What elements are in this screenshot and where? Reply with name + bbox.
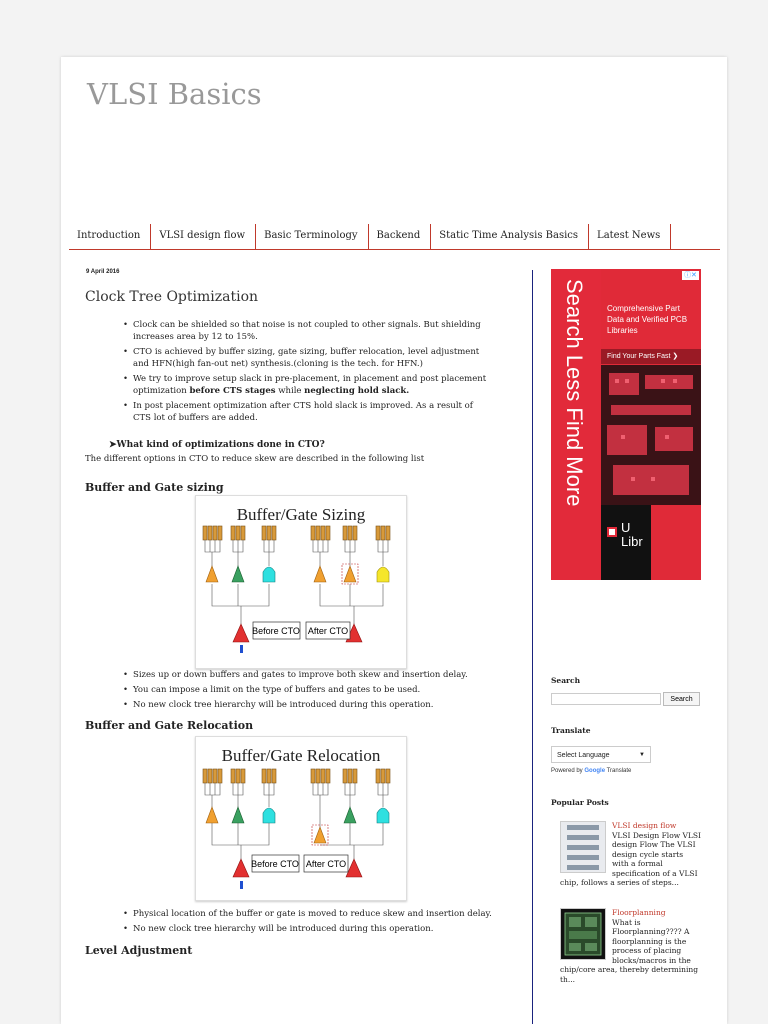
root-buffer <box>346 859 362 877</box>
sidebar-advertisement[interactable] <box>551 269 701 580</box>
question-heading: ➤What kind of optimizations done in CTO? <box>109 440 325 450</box>
popular-post-item[interactable] <box>560 908 702 984</box>
translate-heading: Translate <box>551 726 591 735</box>
bullet-bold-text: neglecting hold slack. <box>304 386 410 396</box>
language-select[interactable] <box>551 746 651 763</box>
figure-diagram <box>196 496 406 668</box>
post-date: 9 April 2016 <box>86 269 120 275</box>
post-thumbnail[interactable] <box>560 821 606 873</box>
buffer-banks <box>203 526 390 540</box>
buffer-gate-relocation-figure[interactable] <box>195 736 407 901</box>
flow-diagram-thumb <box>561 822 605 872</box>
ad-vertical-slogan-area <box>551 269 601 580</box>
list-item: • In post placement optimization after CTS hold slack is improved. As a result of CTS lot of buffers are added. <box>121 400 489 424</box>
before-cto-label: Before CTO <box>251 859 299 869</box>
powered-by-suffix: Translate <box>605 768 632 774</box>
blog-page <box>61 57 727 1024</box>
ad-close-icon[interactable]: ⓘ✕ <box>682 271 699 280</box>
popular-post-snippet: VLSI Design Flow VLSI design Flow The VLSI design cycle starts with a formal specification of a VLSI chip, follows a series of steps... <box>560 830 702 887</box>
buffer-gate <box>232 807 244 823</box>
popular-post-title[interactable]: Floorplanning <box>612 908 666 917</box>
and-gate <box>377 567 389 582</box>
relocation-bullet-list <box>121 908 501 938</box>
intro-bullet-list <box>121 319 489 427</box>
floorplan-thumb <box>561 909 605 959</box>
search-button[interactable]: Search <box>663 692 700 706</box>
bullet-text: while <box>275 386 305 396</box>
popular-post-snippet: What is Floorplanning???? A floorplanning is the process of placing blocks/macros in the chip/core area, thereby determining th... <box>560 917 698 984</box>
section-heading-buffer-gate-relocation: Buffer and Gate Relocation <box>85 719 254 732</box>
search-heading: Search <box>551 676 581 685</box>
bullet-text: We try to improve setup slack in pre-placement, in placement and post placement optimization <box>133 374 487 396</box>
before-cto-label: Before CTO <box>252 626 300 636</box>
list-item: • No new clock tree hierarchy will be introduced during this operation. <box>121 699 501 711</box>
sidebar-divider <box>532 270 533 1024</box>
list-item: • CTO is achieved by buffer sizing, gate sizing, buffer relocation, level adjustment and HFN(high fan-out net) synthesis.(cloning is the tech. for HFN.) <box>121 346 489 370</box>
clock-source-marker <box>240 881 243 889</box>
ad-chip-image <box>601 365 701 505</box>
language-select-value: Select Language <box>557 752 610 759</box>
list-item: • No new clock tree hierarchy will be introduced during this operation. <box>121 923 501 935</box>
search-input[interactable] <box>551 693 661 705</box>
popular-posts-heading: Popular Posts <box>551 798 609 807</box>
and-gate <box>377 808 389 823</box>
figure-title: Buffer/Gate Relocation <box>221 746 381 765</box>
popular-post-item[interactable] <box>560 821 702 888</box>
popular-post-title[interactable]: VLSI design flow <box>612 821 677 830</box>
nav-item-latest-news[interactable]: Latest News <box>589 224 671 249</box>
pcb-image <box>601 365 701 505</box>
after-cto-label: After CTO <box>307 626 349 636</box>
powered-by-google[interactable] <box>551 768 631 774</box>
section-heading-buffer-gate-sizing: Buffer and Gate sizing <box>85 481 224 494</box>
list-item <box>121 373 489 397</box>
and-gate <box>263 567 275 582</box>
root-buffer <box>233 624 249 642</box>
after-cto-label: After CTO <box>305 859 347 869</box>
bullet-bold-text: before CTS stages <box>189 386 276 396</box>
clock-source-marker <box>240 645 243 653</box>
ad-slogan-text: Search Less Find More <box>562 279 587 507</box>
figure-diagram <box>196 737 406 900</box>
chevron-down-icon: ▼ <box>639 752 645 758</box>
main-nav <box>69 224 720 250</box>
blog-title[interactable]: VLSI Basics <box>87 77 262 111</box>
section-heading-level-adjustment: Level Adjustment <box>85 944 193 957</box>
and-gate <box>263 808 275 823</box>
buffer-gate <box>206 807 218 823</box>
sizing-bullet-list <box>121 669 501 714</box>
buffer-banks <box>203 769 390 783</box>
buffer-gate <box>314 566 326 582</box>
buffer-gate <box>232 566 244 582</box>
brand-logo-icon <box>607 527 617 537</box>
figure-title: Buffer/Gate Sizing <box>236 505 366 524</box>
powered-by-prefix: Powered by <box>551 768 585 774</box>
ad-body-text: Comprehensive Part Data and Verified PCB Libraries <box>607 304 688 335</box>
ad-brand <box>601 505 651 580</box>
list-item: • Clock can be shielded so that noise is not coupled to other signals. But shielding increases area by 12 to 15%. <box>121 319 489 343</box>
nav-item-introduction[interactable]: Introduction <box>69 224 151 249</box>
post-title[interactable]: Clock Tree Optimization <box>85 289 259 305</box>
post-thumbnail[interactable] <box>560 908 606 960</box>
buffer-gate <box>344 807 356 823</box>
list-item: • Physical location of the buffer or gate is moved to reduce skew and insertion delay. <box>121 908 501 920</box>
google-logo: Google <box>584 768 606 774</box>
ad-brand-text: U Libr <box>621 520 643 549</box>
buffer-gate <box>314 827 326 843</box>
nav-item-basic-terminology[interactable]: Basic Terminology <box>256 224 368 249</box>
nav-item-sta-basics[interactable]: Static Time Analysis Basics <box>431 224 589 249</box>
buffer-gate-sizing-figure[interactable] <box>195 495 407 669</box>
root-buffer <box>233 859 249 877</box>
nav-item-backend[interactable]: Backend <box>369 224 432 249</box>
ad-cta-button[interactable]: Find Your Parts Fast ❯ <box>601 349 701 364</box>
list-item: • You can impose a limit on the type of buffers and gates to be used. <box>121 684 501 696</box>
intro-text: The different options in CTO to reduce skew are described in the following list <box>85 454 425 464</box>
buffer-gate <box>206 566 218 582</box>
ad-vertical-slogan <box>551 269 601 580</box>
buffer-gate <box>344 566 356 582</box>
ad-content <box>601 269 701 580</box>
list-item: • Sizes up or down buffers and gates to improve both skew and insertion delay. <box>121 669 501 681</box>
nav-item-vlsi-design-flow[interactable]: VLSI design flow <box>151 224 256 249</box>
